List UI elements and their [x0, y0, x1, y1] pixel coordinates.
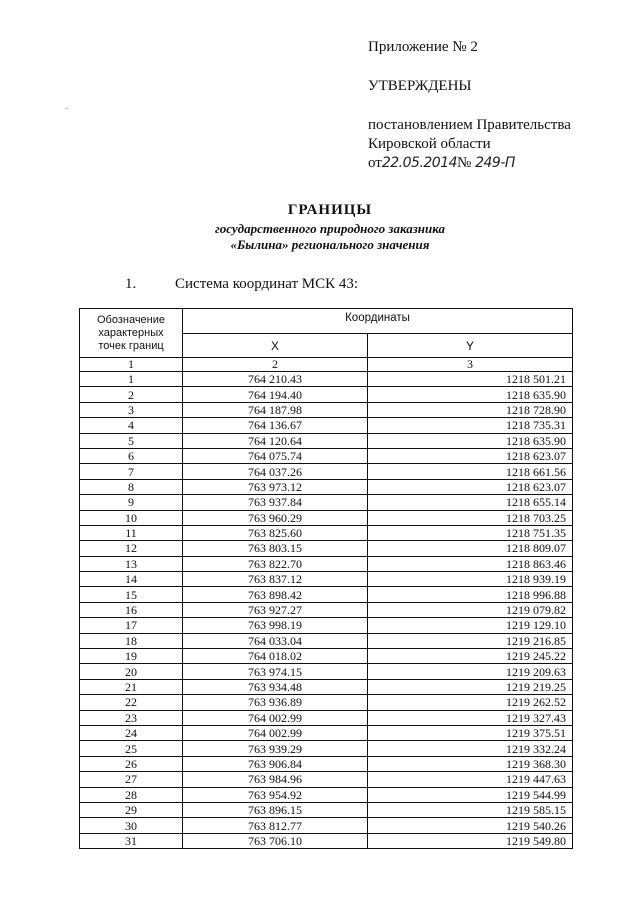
x-coordinate: 763 974.15	[183, 664, 368, 679]
column-index: 1	[80, 358, 183, 372]
y-coordinate: 1219 540.26	[368, 818, 573, 833]
table-row	[80, 525, 573, 540]
point-number: 12	[80, 541, 183, 556]
point-number: 23	[80, 710, 183, 725]
y-coordinate: 1219 262.52	[368, 695, 573, 710]
point-number: 5	[80, 433, 183, 448]
coordinates-header: Координаты	[183, 309, 573, 334]
point-number: 9	[80, 495, 183, 510]
table-row	[80, 479, 573, 494]
section-heading	[125, 276, 358, 293]
point-label-header: Обозначение характерных точек границ	[80, 309, 183, 358]
y-coordinate: 1218 623.07	[368, 448, 573, 463]
x-coordinate: 763 812.77	[183, 818, 368, 833]
point-number: 31	[80, 833, 183, 848]
x-coordinate: 763 825.60	[183, 525, 368, 540]
x-coordinate: 763 822.70	[183, 556, 368, 571]
x-coordinate: 763 998.19	[183, 618, 368, 633]
table-row	[80, 818, 573, 833]
point-number: 4	[80, 418, 183, 433]
x-coordinate: 764 033.04	[183, 633, 368, 648]
x-coordinate: 764 075.74	[183, 448, 368, 463]
y-coordinate: 1219 549.80	[368, 833, 573, 848]
x-coordinate: 764 002.99	[183, 710, 368, 725]
point-number: 18	[80, 633, 183, 648]
point-number: 3	[80, 402, 183, 417]
point-number: 29	[80, 802, 183, 817]
y-coordinate: 1219 368.30	[368, 756, 573, 771]
document-header	[368, 38, 571, 173]
x-coordinate: 764 120.64	[183, 433, 368, 448]
table-row	[80, 572, 573, 587]
date-prefix: от	[368, 155, 382, 171]
x-coordinate: 763 896.15	[183, 802, 368, 817]
table-row	[80, 464, 573, 479]
x-coordinate: 764 037.26	[183, 464, 368, 479]
table-row	[80, 402, 573, 417]
title-line-3: «Былина» регионального значения	[230, 237, 430, 252]
y-coordinate: 1219 332.24	[368, 741, 573, 756]
section-number: 1.	[125, 276, 137, 292]
approved-label: УТВЕРЖДЕНЫ	[368, 78, 472, 94]
x-coordinate: 763 960.29	[183, 510, 368, 525]
x-header: X	[183, 334, 368, 358]
y-header: Y	[368, 334, 573, 358]
table-row	[80, 387, 573, 402]
decree-line: постановлением Правительства	[368, 117, 571, 133]
table-row	[80, 495, 573, 510]
column-index-row	[80, 358, 573, 372]
handwritten-number: 249-П	[475, 155, 515, 171]
x-coordinate: 763 984.96	[183, 772, 368, 787]
point-number: 8	[80, 479, 183, 494]
y-coordinate: 1219 245.22	[368, 649, 573, 664]
y-coordinate: 1218 809.07	[368, 541, 573, 556]
y-coordinate: 1218 863.46	[368, 556, 573, 571]
y-coordinate: 1219 447.63	[368, 772, 573, 787]
point-number: 19	[80, 649, 183, 664]
y-coordinate: 1219 585.15	[368, 802, 573, 817]
y-coordinate: 1218 635.90	[368, 387, 573, 402]
point-number: 27	[80, 772, 183, 787]
table-row	[80, 679, 573, 694]
point-number: 11	[80, 525, 183, 540]
point-number: 13	[80, 556, 183, 571]
title-line-2: государственного природного заказника	[214, 221, 446, 236]
column-index: 3	[368, 358, 573, 372]
region-line: Кировской области	[368, 136, 491, 152]
table-row	[80, 587, 573, 602]
x-coordinate: 763 939.29	[183, 741, 368, 756]
y-coordinate: 1218 655.14	[368, 495, 573, 510]
table-row	[80, 787, 573, 802]
x-coordinate: 764 002.99	[183, 725, 368, 740]
y-coordinate: 1219 079.82	[368, 602, 573, 617]
point-number: 6	[80, 448, 183, 463]
table-row	[80, 756, 573, 771]
table-row	[80, 556, 573, 571]
y-coordinate: 1218 751.35	[368, 525, 573, 540]
x-coordinate: 763 936.89	[183, 695, 368, 710]
table-row	[80, 510, 573, 525]
point-number: 26	[80, 756, 183, 771]
table-row	[80, 618, 573, 633]
table-row	[80, 418, 573, 433]
point-number: 24	[80, 725, 183, 740]
document-title	[160, 202, 500, 253]
table-row	[80, 772, 573, 787]
table-row	[80, 710, 573, 725]
point-number: 7	[80, 464, 183, 479]
appendix-label: Приложение № 2	[368, 39, 478, 55]
x-coordinate: 764 187.98	[183, 402, 368, 417]
x-coordinate: 763 706.10	[183, 833, 368, 848]
point-number: 30	[80, 818, 183, 833]
x-coordinate: 763 954.92	[183, 787, 368, 802]
scan-speck	[65, 108, 68, 109]
x-coordinate: 763 906.84	[183, 756, 368, 771]
point-number: 10	[80, 510, 183, 525]
point-number: 20	[80, 664, 183, 679]
point-number: 25	[80, 741, 183, 756]
table-row	[80, 372, 573, 387]
table-row	[80, 695, 573, 710]
y-coordinate: 1219 375.51	[368, 725, 573, 740]
point-number: 16	[80, 602, 183, 617]
point-number: 1	[80, 372, 183, 387]
x-coordinate: 763 973.12	[183, 479, 368, 494]
table-row	[80, 649, 573, 664]
y-coordinate: 1218 996.88	[368, 587, 573, 602]
table-row	[80, 602, 573, 617]
y-coordinate: 1218 728.90	[368, 402, 573, 417]
y-coordinate: 1218 661.56	[368, 464, 573, 479]
table-row	[80, 833, 573, 848]
y-coordinate: 1218 735.31	[368, 418, 573, 433]
point-number: 28	[80, 787, 183, 802]
table-row	[80, 802, 573, 817]
point-number: 22	[80, 695, 183, 710]
y-coordinate: 1219 209.63	[368, 664, 573, 679]
x-coordinate: 764 136.67	[183, 418, 368, 433]
table-row	[80, 448, 573, 463]
y-coordinate: 1218 635.90	[368, 433, 573, 448]
y-coordinate: 1219 219.25	[368, 679, 573, 694]
x-coordinate: 764 194.40	[183, 387, 368, 402]
handwritten-date: 22.05.2014	[381, 155, 458, 171]
table-row	[80, 725, 573, 740]
x-coordinate: 764 018.02	[183, 649, 368, 664]
coordinates-table	[79, 308, 573, 849]
date-line	[368, 154, 571, 173]
table-row	[80, 433, 573, 448]
title-line-1: ГРАНИЦЫ	[287, 202, 373, 218]
y-coordinate: 1218 623.07	[368, 479, 573, 494]
y-coordinate: 1219 129.10	[368, 618, 573, 633]
table-row	[80, 741, 573, 756]
point-number: 15	[80, 587, 183, 602]
y-coordinate: 1219 544.99	[368, 787, 573, 802]
y-coordinate: 1218 939.19	[368, 572, 573, 587]
number-prefix: №	[457, 155, 472, 171]
y-coordinate: 1218 501.21	[368, 372, 573, 387]
x-coordinate: 763 898.42	[183, 587, 368, 602]
section-text: Система координат МСК 43:	[175, 276, 359, 292]
y-coordinate: 1218 703.25	[368, 510, 573, 525]
table-row	[80, 633, 573, 648]
table-row	[80, 541, 573, 556]
x-coordinate: 763 934.48	[183, 679, 368, 694]
x-coordinate: 763 803.15	[183, 541, 368, 556]
table-row	[80, 664, 573, 679]
x-coordinate: 763 937.84	[183, 495, 368, 510]
point-number: 17	[80, 618, 183, 633]
y-coordinate: 1219 327.43	[368, 710, 573, 725]
point-number: 14	[80, 572, 183, 587]
y-coordinate: 1219 216.85	[368, 633, 573, 648]
column-index: 2	[183, 358, 368, 372]
x-coordinate: 763 837.12	[183, 572, 368, 587]
x-coordinate: 763 927.27	[183, 602, 368, 617]
point-number: 2	[80, 387, 183, 402]
point-number: 21	[80, 679, 183, 694]
x-coordinate: 764 210.43	[183, 372, 368, 387]
